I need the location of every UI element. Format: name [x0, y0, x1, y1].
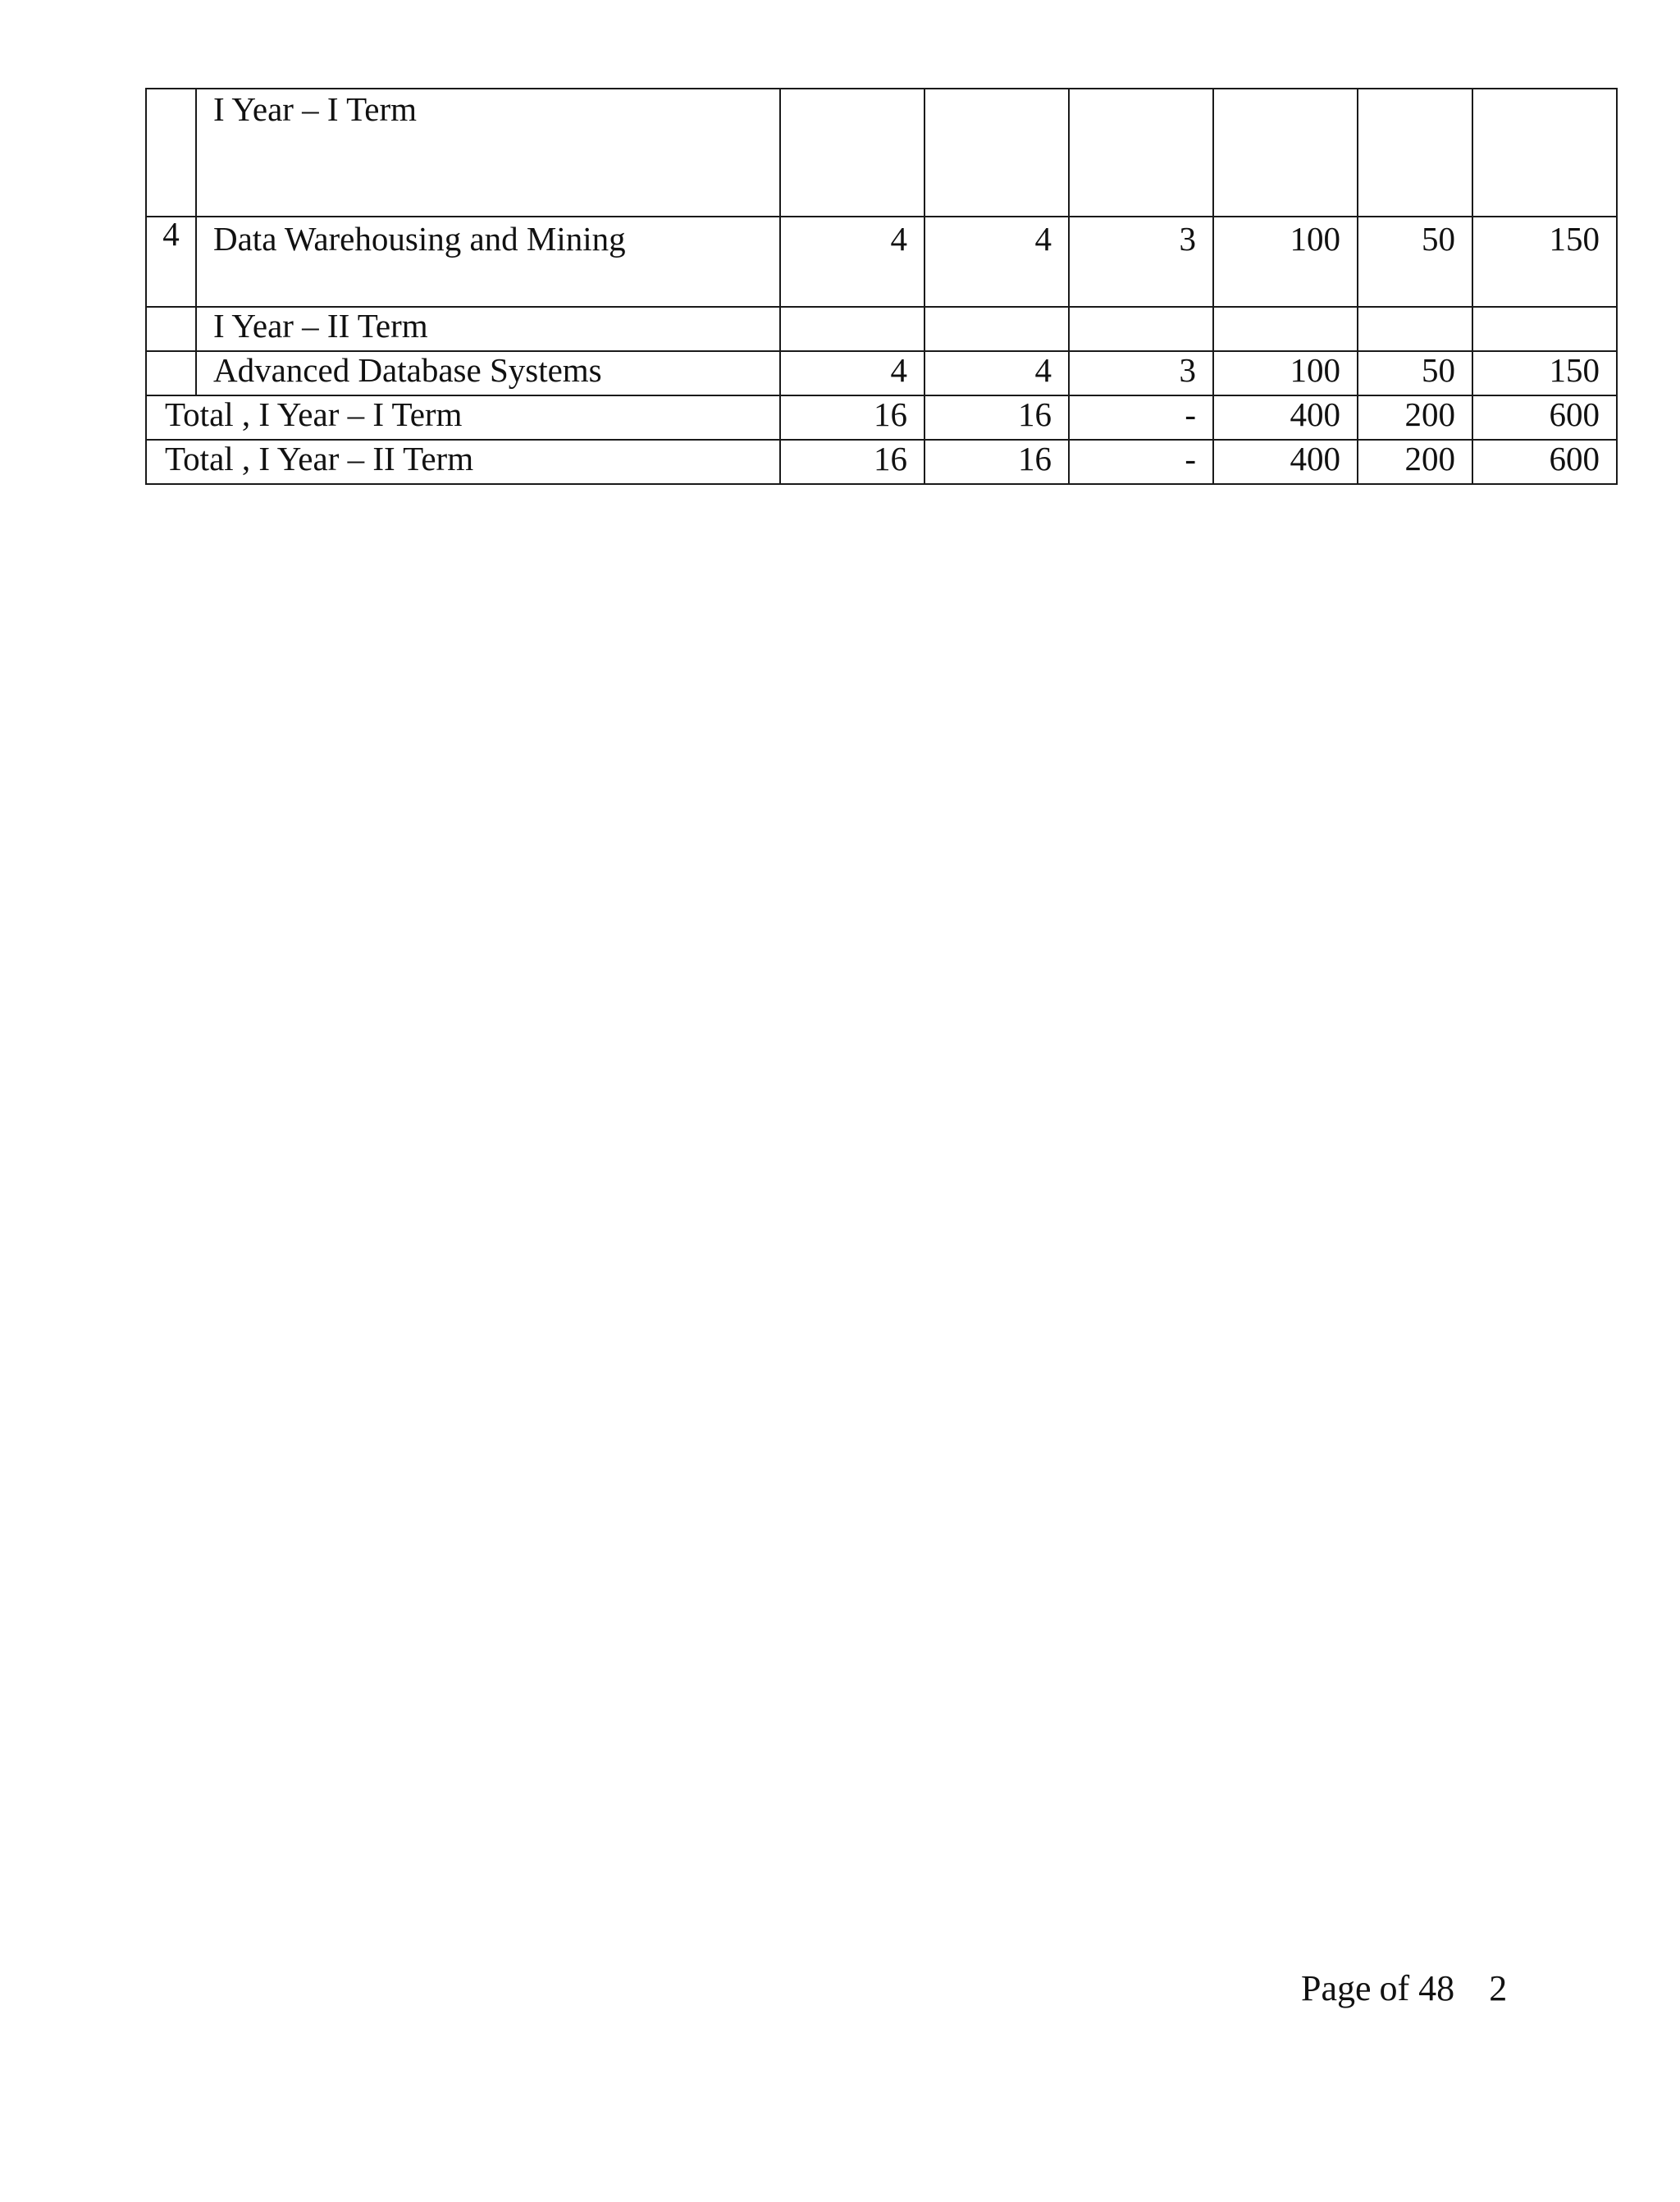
value-cell: 3 — [1069, 351, 1213, 395]
value-cell: 400 — [1213, 395, 1358, 440]
value-cell — [1358, 307, 1472, 351]
subject-cell: Advanced Database Systems — [196, 351, 780, 395]
value-cell — [1069, 89, 1213, 217]
value-cell: 4 — [780, 351, 924, 395]
syllabus-table — [145, 88, 1618, 485]
value-cell: - — [1069, 440, 1213, 484]
value-cell — [1069, 307, 1213, 351]
value-cell: 50 — [1358, 217, 1472, 307]
table-row — [146, 217, 1617, 307]
value-cell — [924, 307, 1069, 351]
table-row — [146, 307, 1617, 351]
table-row — [146, 89, 1617, 217]
page-count: of 48 — [1379, 1968, 1455, 2008]
page-label: Page — [1301, 1968, 1372, 2008]
value-cell: 16 — [780, 440, 924, 484]
value-cell: 200 — [1358, 440, 1472, 484]
total-label-cell: Total , I Year – II Term — [146, 440, 780, 484]
value-cell: 16 — [924, 395, 1069, 440]
serial-cell: 4 — [146, 217, 196, 307]
serial-cell — [146, 89, 196, 217]
subject-cell: Data Warehousing and Mining — [196, 217, 780, 307]
value-cell — [1213, 89, 1358, 217]
total-row — [146, 395, 1617, 440]
value-cell: 4 — [780, 217, 924, 307]
value-cell — [780, 89, 924, 217]
value-cell: 200 — [1358, 395, 1472, 440]
page-number: 2 — [1489, 1968, 1508, 2008]
table-row — [146, 351, 1617, 395]
value-cell: 100 — [1213, 217, 1358, 307]
term-heading-cell: I Year – II Term — [196, 307, 780, 351]
serial-cell — [146, 351, 196, 395]
total-row — [146, 440, 1617, 484]
value-cell: 150 — [1472, 351, 1617, 395]
value-cell — [780, 307, 924, 351]
value-cell: 4 — [924, 217, 1069, 307]
value-cell: - — [1069, 395, 1213, 440]
value-cell: 3 — [1069, 217, 1213, 307]
value-cell — [1472, 307, 1617, 351]
serial-cell — [146, 307, 196, 351]
value-cell — [924, 89, 1069, 217]
value-cell: 4 — [924, 351, 1069, 395]
value-cell: 150 — [1472, 217, 1617, 307]
page-footer — [1301, 1967, 1507, 2009]
value-cell — [1213, 307, 1358, 351]
value-cell: 50 — [1358, 351, 1472, 395]
value-cell — [1472, 89, 1617, 217]
value-cell: 100 — [1213, 351, 1358, 395]
value-cell — [1358, 89, 1472, 217]
value-cell: 16 — [924, 440, 1069, 484]
value-cell: 600 — [1472, 440, 1617, 484]
term-heading-cell: I Year – I Term — [196, 89, 780, 217]
value-cell: 400 — [1213, 440, 1358, 484]
value-cell: 600 — [1472, 395, 1617, 440]
value-cell: 16 — [780, 395, 924, 440]
total-label-cell: Total , I Year – I Term — [146, 395, 780, 440]
